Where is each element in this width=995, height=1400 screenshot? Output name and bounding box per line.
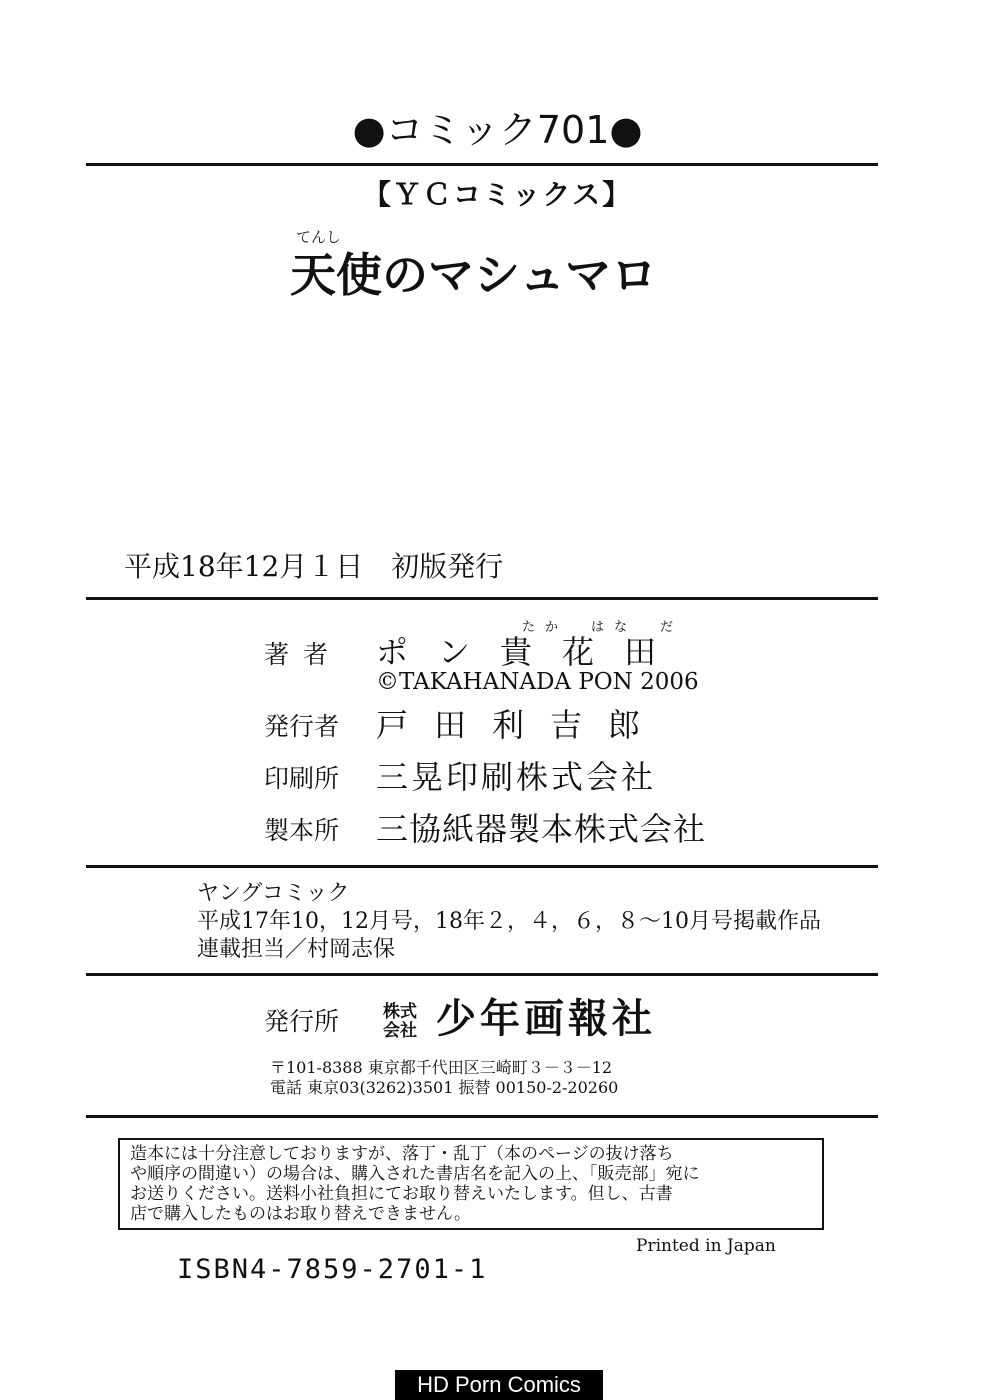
credits-top-divider	[86, 597, 878, 600]
kabushiki-bottom: 会社	[383, 1021, 417, 1041]
publisher-person-label: 発行者	[264, 712, 340, 741]
publishing-house-address: 〒101-8388 東京都千代田区三崎町３－３－12	[270, 1058, 613, 1077]
magazine-top-divider	[86, 865, 878, 868]
title-ruby: てんし	[296, 228, 342, 246]
notice-line: 造本には十分注意しておりますが、落丁・乱丁（本のページの抜け落ち	[130, 1144, 674, 1164]
isbn: ISBN4-7859-2701-1	[177, 1254, 488, 1285]
top-divider	[86, 163, 878, 166]
magazine-issues: 平成17年10，12月号，18年２，４，６，８～10月号掲載作品	[197, 909, 821, 934]
author-name: ポン貴花田	[376, 633, 687, 671]
issue-date: 平成18年12月１日 初版発行	[124, 550, 504, 583]
notice-line: 店で購入したものはお取り替えできません。	[130, 1204, 472, 1224]
binder-label: 製本所	[264, 816, 340, 845]
book-title: 天使のマシュマロ	[290, 248, 658, 302]
kabushiki-top: 株式	[383, 1002, 417, 1022]
copyright-line: ©TAKAHANADA PON 2006	[376, 669, 699, 695]
notice-line: お送りください。送料小社負担にてお取り替えいたします。但し、古書	[130, 1184, 673, 1204]
printer-name: 三晃印刷株式会社	[376, 758, 657, 796]
publishing-house-phone: 電話 東京03(3262)3501 振替 00150-2-20260	[270, 1078, 619, 1097]
publishing-house-label: 発行所	[264, 1007, 340, 1036]
site-watermark[interactable]: HD Porn Comics	[395, 1370, 603, 1400]
magazine-editor: 連載担当／村岡志保	[197, 937, 396, 962]
notice-box	[118, 1138, 824, 1230]
series-name: ●コミック701●	[352, 108, 643, 152]
publisher-top-divider	[86, 973, 878, 976]
printer-label: 印刷所	[264, 764, 340, 793]
kabushiki-kaisha-mark	[374, 1003, 426, 1041]
author-label: 著者	[264, 640, 343, 669]
publisher-person-name: 戸田利吉郎	[376, 706, 667, 744]
imprint-label: 【ＹＣコミックス】	[362, 178, 633, 211]
printed-in-japan: Printed in Japan	[636, 1236, 776, 1256]
author-ruby: たか はな だ	[522, 620, 684, 635]
binder-name: 三協紙器製本株式会社	[376, 810, 707, 848]
publishing-house-name: 少年画報社	[436, 996, 656, 1042]
notice-line: や順序の間違い）の場合は、購入された書店名を記入の上、「販売部」宛に	[130, 1164, 700, 1184]
magazine-name: ヤングコミック	[197, 881, 350, 906]
notice-top-divider	[86, 1115, 878, 1118]
